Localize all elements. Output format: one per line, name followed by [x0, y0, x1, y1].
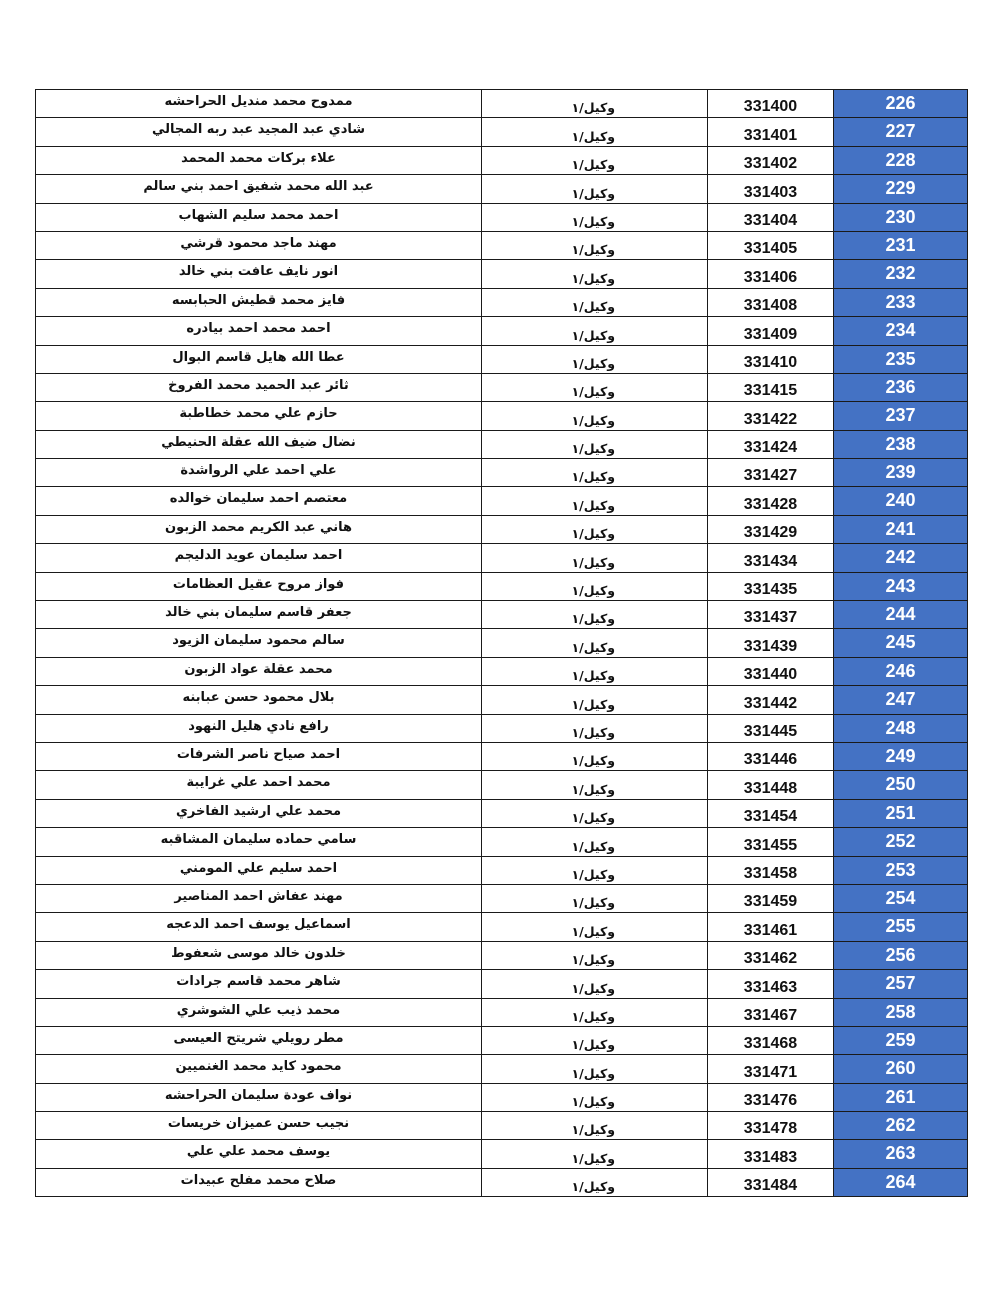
name-cell: مطر رويلي شريتح العيسى — [36, 1026, 482, 1054]
service-number-cell: 331455 — [708, 828, 834, 856]
rank-cell: وكيل/١ — [482, 175, 708, 203]
rank-cell: وكيل/١ — [482, 941, 708, 969]
table-row — [36, 402, 968, 430]
name-cell: محمد عقلة عواد الزبون — [36, 657, 482, 685]
row-number-cell: 253 — [834, 856, 968, 884]
name-cell: احمد سليم علي المومني — [36, 856, 482, 884]
name-cell: حازم علي محمد خطاطبة — [36, 402, 482, 430]
row-number-cell: 229 — [834, 175, 968, 203]
service-number-cell: 331400 — [708, 90, 834, 118]
row-number-cell: 230 — [834, 203, 968, 231]
table-row — [36, 742, 968, 770]
table-row — [36, 146, 968, 174]
row-number-cell: 238 — [834, 430, 968, 458]
table-row — [36, 345, 968, 373]
rank-cell: وكيل/١ — [482, 1168, 708, 1196]
table-row — [36, 1083, 968, 1111]
name-cell: احمد سليمان عويد الدليجم — [36, 544, 482, 572]
row-number-cell: 243 — [834, 572, 968, 600]
rank-cell: وكيل/١ — [482, 742, 708, 770]
rank-cell: وكيل/١ — [482, 373, 708, 401]
name-cell: ثائر عبد الحميد محمد الفروخ — [36, 373, 482, 401]
table-row — [36, 771, 968, 799]
rank-cell: وكيل/١ — [482, 657, 708, 685]
service-number-cell: 331458 — [708, 856, 834, 884]
service-number-cell: 331427 — [708, 459, 834, 487]
rank-cell: وكيل/١ — [482, 601, 708, 629]
service-number-cell: 331442 — [708, 686, 834, 714]
row-number-cell: 234 — [834, 317, 968, 345]
row-number-cell: 233 — [834, 288, 968, 316]
rank-cell: وكيل/١ — [482, 515, 708, 543]
name-cell: محمود كايد محمد الغنميين — [36, 1055, 482, 1083]
rank-cell: وكيل/١ — [482, 998, 708, 1026]
table-row — [36, 884, 968, 912]
service-number-cell: 331448 — [708, 771, 834, 799]
rank-cell: وكيل/١ — [482, 118, 708, 146]
table-row — [36, 430, 968, 458]
rank-cell: وكيل/١ — [482, 430, 708, 458]
rank-cell: وكيل/١ — [482, 1112, 708, 1140]
service-number-cell: 331402 — [708, 146, 834, 174]
row-number-cell: 226 — [834, 90, 968, 118]
rank-cell: وكيل/١ — [482, 260, 708, 288]
service-number-cell: 331467 — [708, 998, 834, 1026]
table-row — [36, 544, 968, 572]
table-row — [36, 913, 968, 941]
rank-cell: وكيل/١ — [482, 913, 708, 941]
rank-cell: وكيل/١ — [482, 884, 708, 912]
roster-body — [36, 90, 968, 1197]
service-number-cell: 331408 — [708, 288, 834, 316]
row-number-cell: 259 — [834, 1026, 968, 1054]
name-cell: هاني عبد الكريم محمد الزبون — [36, 515, 482, 543]
rank-cell: وكيل/١ — [482, 146, 708, 174]
table-row — [36, 686, 968, 714]
name-cell: ممدوح محمد منديل الحراحشه — [36, 90, 482, 118]
rank-cell: وكيل/١ — [482, 203, 708, 231]
rank-cell: وكيل/١ — [482, 771, 708, 799]
table-row — [36, 373, 968, 401]
row-number-cell: 252 — [834, 828, 968, 856]
name-cell: رافع نادي هليل النهود — [36, 714, 482, 742]
table-row — [36, 998, 968, 1026]
table-row — [36, 799, 968, 827]
rank-cell: وكيل/١ — [482, 828, 708, 856]
row-number-cell: 262 — [834, 1112, 968, 1140]
service-number-cell: 331428 — [708, 487, 834, 515]
name-cell: معتصم احمد سليمان خوالده — [36, 487, 482, 515]
service-number-cell: 331435 — [708, 572, 834, 600]
table-row — [36, 317, 968, 345]
row-number-cell: 242 — [834, 544, 968, 572]
name-cell: سالم محمود سليمان الزيود — [36, 629, 482, 657]
table-row — [36, 175, 968, 203]
service-number-cell: 331483 — [708, 1140, 834, 1168]
name-cell: احمد محمد سليم الشهاب — [36, 203, 482, 231]
service-number-cell: 331461 — [708, 913, 834, 941]
service-number-cell: 331403 — [708, 175, 834, 203]
name-cell: علاء بركات محمد المحمد — [36, 146, 482, 174]
row-number-cell: 249 — [834, 742, 968, 770]
table-row — [36, 459, 968, 487]
service-number-cell: 331459 — [708, 884, 834, 912]
table-row — [36, 515, 968, 543]
table-row — [36, 629, 968, 657]
name-cell: خلدون خالد موسى شعفوط — [36, 941, 482, 969]
rank-cell: وكيل/١ — [482, 487, 708, 515]
row-number-cell: 254 — [834, 884, 968, 912]
service-number-cell: 331415 — [708, 373, 834, 401]
rank-cell: وكيل/١ — [482, 288, 708, 316]
service-number-cell: 331476 — [708, 1083, 834, 1111]
service-number-cell: 331429 — [708, 515, 834, 543]
row-number-cell: 239 — [834, 459, 968, 487]
table-row — [36, 1055, 968, 1083]
row-number-cell: 260 — [834, 1055, 968, 1083]
service-number-cell: 331406 — [708, 260, 834, 288]
row-number-cell: 235 — [834, 345, 968, 373]
row-number-cell: 231 — [834, 231, 968, 259]
service-number-cell: 331424 — [708, 430, 834, 458]
row-number-cell: 251 — [834, 799, 968, 827]
rank-cell: وكيل/١ — [482, 686, 708, 714]
rank-cell: وكيل/١ — [482, 970, 708, 998]
rank-cell: وكيل/١ — [482, 345, 708, 373]
name-cell: احمد محمد احمد بيادره — [36, 317, 482, 345]
rank-cell: وكيل/١ — [482, 1140, 708, 1168]
row-number-cell: 240 — [834, 487, 968, 515]
service-number-cell: 331463 — [708, 970, 834, 998]
service-number-cell: 331409 — [708, 317, 834, 345]
rank-cell: وكيل/١ — [482, 231, 708, 259]
name-cell: محمد علي ارشيد الفاخري — [36, 799, 482, 827]
name-cell: عبد الله محمد شفيق احمد بني سالم — [36, 175, 482, 203]
row-number-cell: 236 — [834, 373, 968, 401]
service-number-cell: 331405 — [708, 231, 834, 259]
row-number-cell: 250 — [834, 771, 968, 799]
name-cell: نضال ضيف الله عقلة الحنيطي — [36, 430, 482, 458]
name-cell: محمد احمد علي غرايبة — [36, 771, 482, 799]
service-number-cell: 331401 — [708, 118, 834, 146]
table-row — [36, 1140, 968, 1168]
service-number-cell: 331478 — [708, 1112, 834, 1140]
row-number-cell: 241 — [834, 515, 968, 543]
service-number-cell: 331454 — [708, 799, 834, 827]
table-row — [36, 572, 968, 600]
service-number-cell: 331445 — [708, 714, 834, 742]
service-number-cell: 331468 — [708, 1026, 834, 1054]
name-cell: جعفر قاسم سليمان بني خالد — [36, 601, 482, 629]
table-row — [36, 657, 968, 685]
service-number-cell: 331439 — [708, 629, 834, 657]
service-number-cell: 331440 — [708, 657, 834, 685]
row-number-cell: 227 — [834, 118, 968, 146]
row-number-cell: 245 — [834, 629, 968, 657]
name-cell: مهند ماجد محمود قرشي — [36, 231, 482, 259]
row-number-cell: 256 — [834, 941, 968, 969]
name-cell: علي احمد علي الرواشدة — [36, 459, 482, 487]
service-number-cell: 331446 — [708, 742, 834, 770]
name-cell: نجيب حسن عميزان خريسات — [36, 1112, 482, 1140]
name-cell: انور نايف عافت بني خالد — [36, 260, 482, 288]
row-number-cell: 244 — [834, 601, 968, 629]
rank-cell: وكيل/١ — [482, 629, 708, 657]
row-number-cell: 237 — [834, 402, 968, 430]
row-number-cell: 247 — [834, 686, 968, 714]
name-cell: شاهر محمد قاسم جرادات — [36, 970, 482, 998]
row-number-cell: 263 — [834, 1140, 968, 1168]
service-number-cell: 331422 — [708, 402, 834, 430]
rank-cell: وكيل/١ — [482, 1083, 708, 1111]
table-row — [36, 118, 968, 146]
table-row — [36, 90, 968, 118]
name-cell: عطا الله هايل قاسم البوال — [36, 345, 482, 373]
service-number-cell: 331437 — [708, 601, 834, 629]
row-number-cell: 255 — [834, 913, 968, 941]
service-number-cell: 331434 — [708, 544, 834, 572]
row-number-cell: 228 — [834, 146, 968, 174]
roster-table — [35, 89, 968, 1197]
name-cell: فايز محمد قطيش الحبابسه — [36, 288, 482, 316]
rank-cell: وكيل/١ — [482, 317, 708, 345]
name-cell: محمد ذيب علي الشوشري — [36, 998, 482, 1026]
table-row — [36, 856, 968, 884]
name-cell: بلال محمود حسن عبابنه — [36, 686, 482, 714]
rank-cell: وكيل/١ — [482, 1026, 708, 1054]
table-row — [36, 601, 968, 629]
name-cell: سامي حماده سليمان المشاقبه — [36, 828, 482, 856]
row-number-cell: 261 — [834, 1083, 968, 1111]
name-cell: صلاح محمد مفلح عبيدات — [36, 1168, 482, 1196]
row-number-cell: 232 — [834, 260, 968, 288]
row-number-cell: 257 — [834, 970, 968, 998]
rank-cell: وكيل/١ — [482, 90, 708, 118]
row-number-cell: 248 — [834, 714, 968, 742]
table-row — [36, 1112, 968, 1140]
service-number-cell: 331404 — [708, 203, 834, 231]
table-row — [36, 203, 968, 231]
table-row — [36, 970, 968, 998]
table-row — [36, 714, 968, 742]
table-row — [36, 231, 968, 259]
table-row — [36, 1026, 968, 1054]
service-number-cell: 331462 — [708, 941, 834, 969]
table-row — [36, 941, 968, 969]
rank-cell: وكيل/١ — [482, 714, 708, 742]
table-row — [36, 487, 968, 515]
name-cell: شادي عبد المجيد عبد ربه المجالي — [36, 118, 482, 146]
name-cell: اسماعيل يوسف احمد الدعجه — [36, 913, 482, 941]
row-number-cell: 264 — [834, 1168, 968, 1196]
name-cell: يوسف محمد علي علي — [36, 1140, 482, 1168]
rank-cell: وكيل/١ — [482, 572, 708, 600]
rank-cell: وكيل/١ — [482, 544, 708, 572]
rank-cell: وكيل/١ — [482, 1055, 708, 1083]
rank-cell: وكيل/١ — [482, 402, 708, 430]
table-row — [36, 1168, 968, 1196]
service-number-cell: 331471 — [708, 1055, 834, 1083]
service-number-cell: 331410 — [708, 345, 834, 373]
table-row — [36, 828, 968, 856]
table-row — [36, 260, 968, 288]
name-cell: احمد صياح ناصر الشرفات — [36, 742, 482, 770]
rank-cell: وكيل/١ — [482, 459, 708, 487]
table-row — [36, 288, 968, 316]
name-cell: نواف عودة سليمان الحراحشه — [36, 1083, 482, 1111]
rank-cell: وكيل/١ — [482, 856, 708, 884]
row-number-cell: 246 — [834, 657, 968, 685]
name-cell: مهند عفاش احمد المناصير — [36, 884, 482, 912]
name-cell: فواز مروح عقيل العظامات — [36, 572, 482, 600]
rank-cell: وكيل/١ — [482, 799, 708, 827]
row-number-cell: 258 — [834, 998, 968, 1026]
service-number-cell: 331484 — [708, 1168, 834, 1196]
